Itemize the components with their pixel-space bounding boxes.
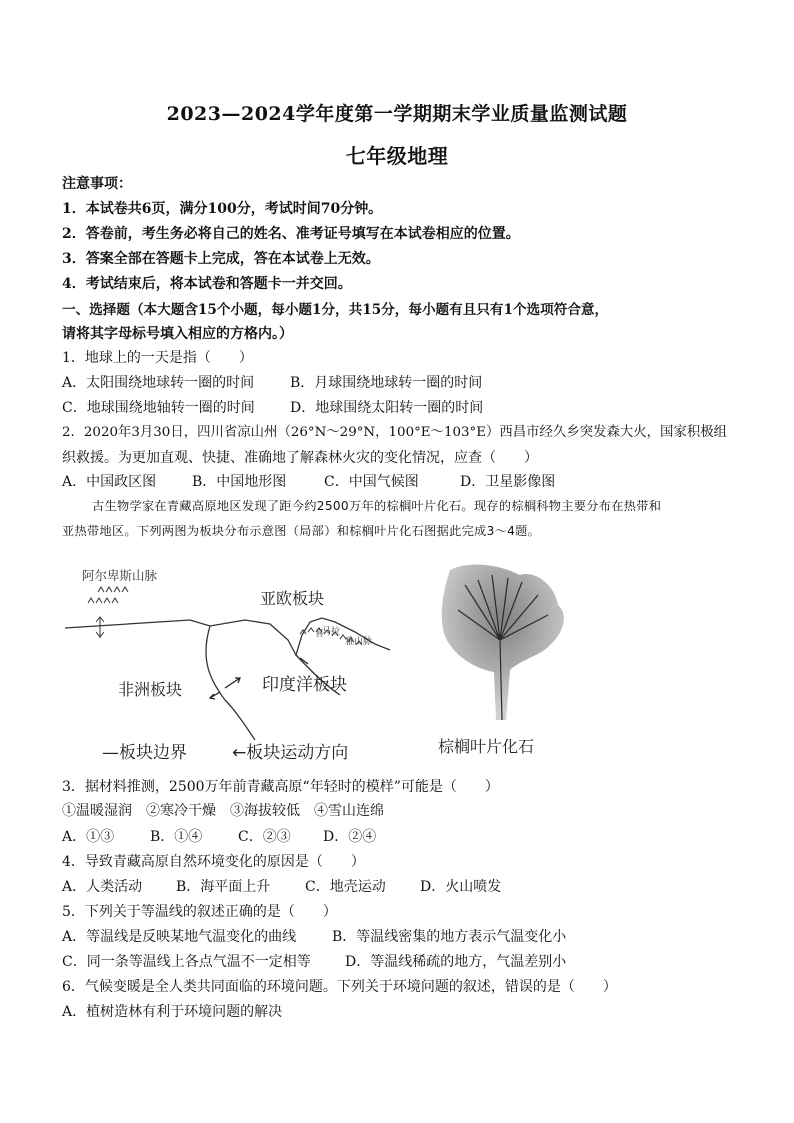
q2-stem-line2: 织救援。为更加直观、快捷、准确地了解森林火灾的变化情况，应查（ ） — [62, 450, 538, 466]
palm-fossil-figure — [430, 560, 580, 765]
q4-option-c: C．地壳运动 — [305, 879, 386, 895]
note-item-3: 3．答案全部在答题卡上完成，答在本试卷上无效。 — [62, 251, 380, 267]
q4-option-d: D．火山喷发 — [420, 879, 502, 895]
african-plate-label: 非洲板块 — [118, 680, 183, 699]
alps-mountain-icon — [88, 587, 128, 603]
q4-option-b: B．海平面上升 — [176, 879, 271, 895]
q3-choices: ①温暖湿润 ②寒冷干燥 ③海拔较低 ④雪山连绵 — [62, 803, 384, 819]
q6-option-a: A．植树造林有利于环境问题的解决 — [62, 1004, 283, 1020]
q1-stem: 1．地球上的一天是指（ ） — [62, 350, 253, 366]
himalaya-label-part1: 喜 — [315, 629, 325, 639]
q5-option-c: C．同一条等温线上各点气温不一定相等 — [62, 954, 311, 970]
fossil-rock-shape — [442, 565, 564, 720]
eurasian-plate-label: 亚欧板块 — [260, 589, 325, 608]
q2-option-c: C．中国气候图 — [324, 474, 419, 490]
q1-option-a: A．太阳围绕地球转一圈的时间 — [62, 375, 255, 391]
q3-option-b: B．①④ — [150, 829, 203, 845]
himalaya-label-part3: 雅山脉 — [345, 637, 373, 647]
note-item-1: 1．本试卷共6页，满分100分，考试时间70分钟。 — [62, 201, 383, 217]
section-heading-line1: 一、选择题（本大题含15个小题，每小题1分，共15分，每小题有且只有1个选项符合意， — [62, 302, 609, 318]
q2-option-b: B．中国地形图 — [192, 474, 287, 490]
q4-option-a: A．人类活动 — [62, 879, 143, 895]
material-line1: 古生物学家在青藏高原地区发现了距今约2500万年的棕榈叶片化石。现存的棕榈科物主要分布在热带和 — [92, 499, 662, 513]
q5-option-d: D．等温线稀疏的地方，气温差别小 — [345, 954, 567, 970]
alps-label: 阿尔卑斯山脉 — [82, 568, 158, 583]
section-heading-line2: 请将其字母标号填入相应的方格内。） — [62, 326, 293, 342]
q1-option-b: B．月球围绕地球转一圈的时间 — [290, 375, 483, 391]
q6-stem: 6．气候变暖是全人类共同面临的环境问题。下列关于环境问题的叙述，错误的是（ ） — [62, 979, 617, 995]
indian-plate-label: 印度洋板块 — [262, 675, 347, 695]
notes-heading: 注意事项： — [62, 176, 132, 192]
exam-subtitle: 七年级地理 — [345, 144, 449, 168]
note-item-2: 2．答卷前，考生务必将自己的姓名、准考证号填写在本试卷相应的位置。 — [62, 226, 520, 242]
q3-stem: 3．据材料推测，2500万年前青藏高原“年轻时的模样”可能是（ ） — [62, 779, 499, 795]
q5-option-a: A．等温线是反映某地气温变化的曲线 — [62, 929, 297, 945]
himalaya-label-part2: 马拉 — [322, 627, 341, 637]
q1-option-d: D．地球围绕太阳转一圈的时间 — [290, 400, 484, 416]
q2-option-d: D．卫星影像图 — [460, 474, 556, 490]
legend-boundary: —板块边界 — [102, 743, 187, 763]
q2-option-a: A．中国政区图 — [62, 474, 157, 490]
q5-option-b: B．等温线密集的地方表示气温变化小 — [332, 929, 567, 945]
note-item-4: 4．考试结束后，将本试卷和答题卡一并交回。 — [62, 276, 352, 292]
legend-motion: ←板块运动方向 — [232, 743, 349, 763]
material-line2: 亚热带地区。下列两图为板块分布示意图（局部）和棕榈叶片化石图据此完成3～4题。 — [62, 524, 541, 538]
plate-boundary-line — [65, 618, 390, 655]
q3-option-d: D．②④ — [323, 829, 377, 845]
q4-stem: 4．导致青藏高原自然环境变化的原因是（ ） — [62, 854, 365, 870]
q1-option-c: C．地球围绕地轴转一圈的时间 — [62, 400, 255, 416]
plate-map-figure — [60, 560, 405, 770]
fossil-caption: 棕榈叶片化石 — [438, 737, 535, 756]
exam-title: 2023—2024学年度第一学期期末学业质量监测试题 — [166, 103, 628, 125]
q3-option-a: A．①③ — [62, 829, 115, 845]
q5-stem: 5．下列关于等温线的叙述正确的是（ ） — [62, 904, 337, 920]
q2-stem-line1: 2．2020年3月30日，四川省凉山州（26°N～29°N，100°E～103°E）西昌市经久乡突发森大火，国家积极组 — [62, 425, 728, 440]
q3-option-c: C．②③ — [238, 829, 291, 845]
